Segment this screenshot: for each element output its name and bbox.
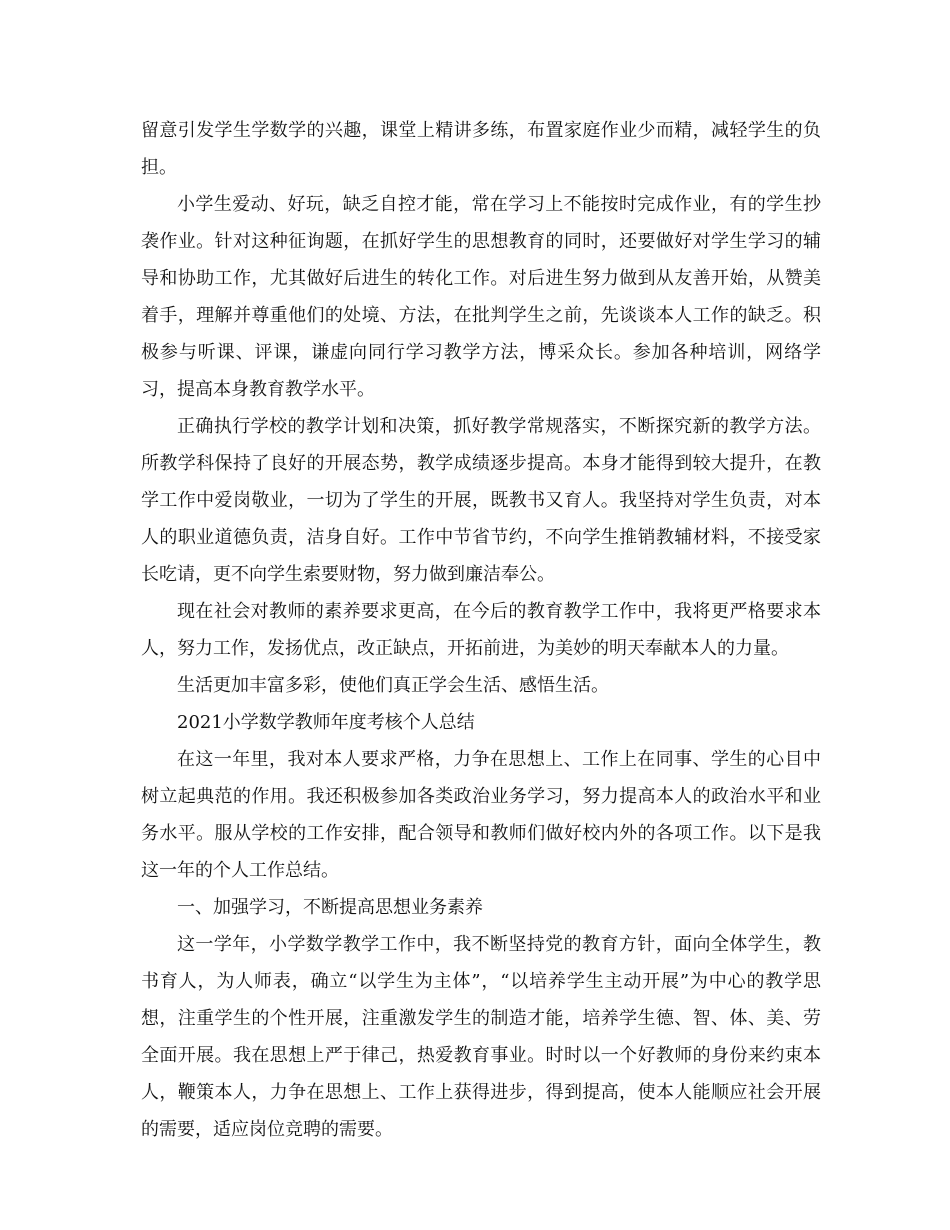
paragraph: 在这一年里，我对本人要求严格，力争在思想上、工作上在同事、学生的心目中树立起典范的作用。我还积极参加各类政治业务学习，努力提高本人的政治水平和业务水平。服从学校的工作安排，配合领导和教师们做好校内外的各项工作。以下是我这一年的个人工作总结。 bbox=[141, 749, 821, 881]
section-heading: 一、加强学习，不断提高思想业务素养 bbox=[177, 897, 483, 918]
paragraph: 小学生爱动、好玩，缺乏自控才能，常在学习上不能按时完成作业，有的学生抄袭作业。针对这种征询题，在抓好学生的思想教育的同时，还要做好对学生学习的辅导和协助工作，尤其做好后进生的转化工作。对后进生努力做到从友善开始，从赞美着手，理解并尊重他们的处境、方法，在批判学生之前，先谈谈本人工作的缺乏。积极参与听课、评课，谦虚向同行学习教学方法，博采众长。参加各种培训，网络学习，提高本身教育教学水平。 bbox=[141, 194, 821, 400]
paragraph: 这一学年，小学数学教学工作中，我不断坚持党的教育方针，面向全体学生，教书育人，为人师表，确立“以学生为主体”，“以培养学生主动开展”为中心的教学思想，注重学生的个性开展，注重激发学生的制造才能，培养学生德、智、体、美、劳全面开展。我在思想上严于律己，热爱教育事业。时时以一个好教师的身份来约束本人，鞭策本人，力争在思想上、工作上获得进步，得到提高，使本人能顺应社会开展的需要，适应岗位竞聘的需要。 bbox=[141, 934, 821, 1140]
document-body bbox=[141, 112, 821, 1148]
paragraph: 生活更加丰富多彩，使他们真正学会生活、感悟生活。 bbox=[177, 675, 609, 696]
paragraph-continuation: 留意引发学生学数学的兴趣，课堂上精讲多练，布置家庭作业少而精，减轻学生的负担。 bbox=[141, 120, 821, 178]
paragraph: 正确执行学校的教学计划和决策，抓好教学常规落实，不断探究新的教学方法。所教学科保持了良好的开展态势，教学成绩逐步提高。本身才能得到较大提升，在教学工作中爱岗敬业，一切为了学生的开展，既教书又育人。我坚持对学生负责，对本人的职业道德负责，洁身自好。工作中节省节约，不向学生推销教辅材料，不接受家长吃请，更不向学生索要财物，努力做到廉洁奉公。 bbox=[141, 416, 821, 585]
section-title: 2021小学数学教师年度考核个人总结 bbox=[177, 712, 475, 733]
paragraph: 现在社会对教师的素养要求更高，在今后的教育教学工作中，我将更严格要求本人，努力工作，发扬优点，改正缺点，开拓前进，为美妙的明天奉献本人的力量。 bbox=[141, 601, 821, 659]
